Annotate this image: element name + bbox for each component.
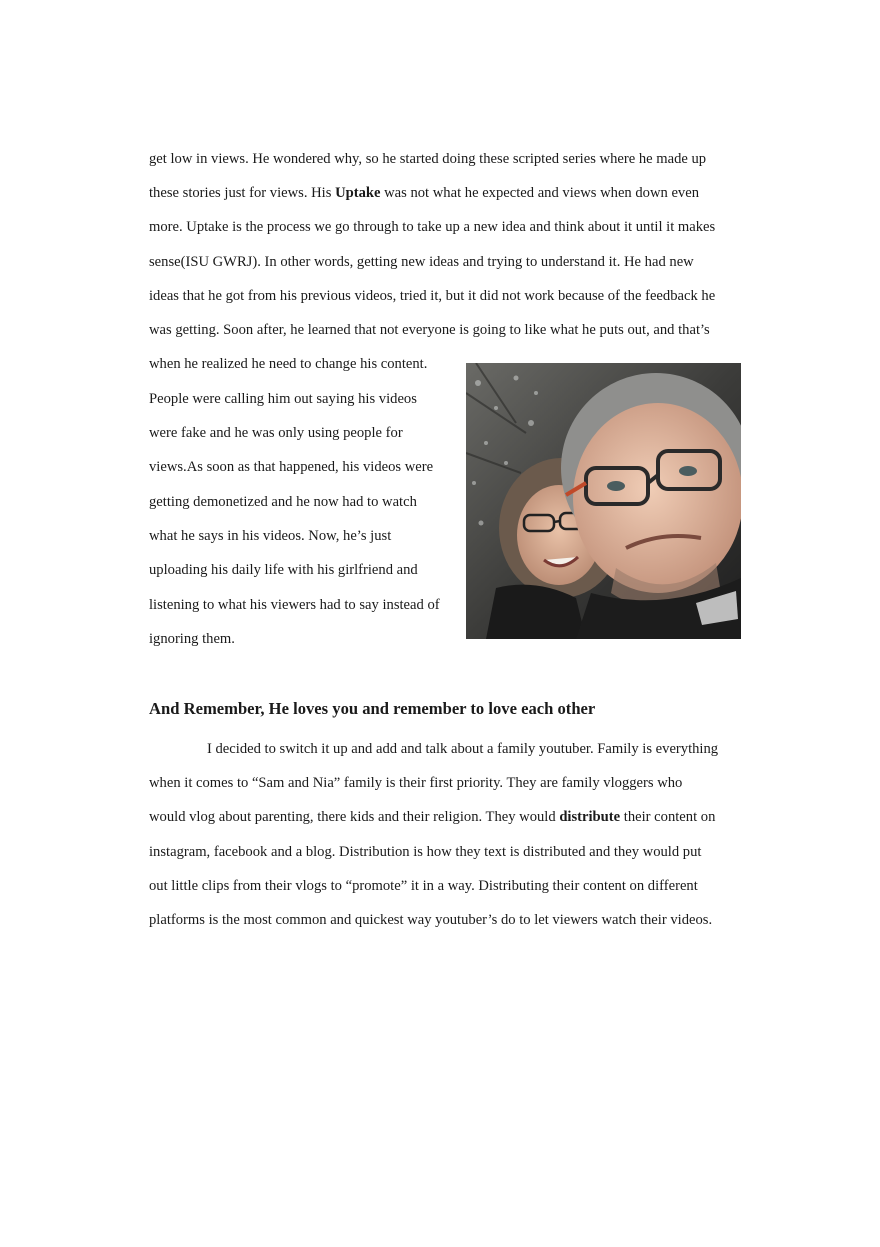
bold-term-uptake: Uptake — [335, 185, 381, 201]
text-line: People were calling him out saying his videos — [149, 391, 417, 407]
text-line: was getting. Soon after, he learned that not everyone is going to like what he puts out, and that’s — [149, 322, 710, 338]
text-line: when it comes to “Sam and Nia” family is their first priority. They are family vloggers who — [149, 775, 683, 791]
text-line: listening to what his viewers had to say instead of — [149, 597, 440, 613]
section-heading: And Remember, He loves you and remember to love each other — [149, 699, 596, 718]
text-line: I decided to switch it up and add and talk about a family youtuber. Family is everything — [207, 741, 719, 757]
text-line: sense(ISU GWRJ). In other words, getting new ideas and trying to understand it. He had new — [149, 254, 694, 270]
text-line: getting demonetized and he now had to watch — [149, 494, 417, 510]
photo-illustration — [466, 363, 741, 639]
text-line: these stories just for views. His Uptake was not what he expected and views when down even — [149, 185, 700, 201]
text-line: uploading his daily life with his girlfriend and — [149, 562, 418, 578]
text-line: platforms is the most common and quickest way youtuber’s do to let viewers watch their videos. — [149, 912, 713, 928]
text-line: out little clips from their vlogs to “promote” it in a way. Distributing their content on different — [149, 878, 698, 894]
text-line: were fake and he was only using people for — [149, 425, 403, 441]
text-line: views.As soon as that happened, his videos were — [149, 459, 434, 475]
text-line: what he says in his videos. Now, he’s just — [149, 528, 392, 544]
text-line: more. Uptake is the process we go through to take up a new idea and think about it until it makes — [149, 219, 716, 235]
bold-term-distribute: distribute — [559, 809, 621, 825]
couple-selfie-photo — [466, 363, 741, 639]
text-line: get low in views. He wondered why, so he started doing these scripted series where he made up — [149, 151, 707, 167]
text-line: ignoring them. — [149, 631, 235, 647]
text-line: when he realized he need to change his content. — [149, 356, 428, 372]
text-line: instagram, facebook and a blog. Distribution is how they text is distributed and they would put — [149, 844, 702, 860]
text-line: ideas that he got from his previous videos, tried it, but it did not work because of the feedback he — [149, 288, 716, 304]
text-line: would vlog about parenting, there kids and their religion. They would distribute their content on — [149, 809, 716, 825]
